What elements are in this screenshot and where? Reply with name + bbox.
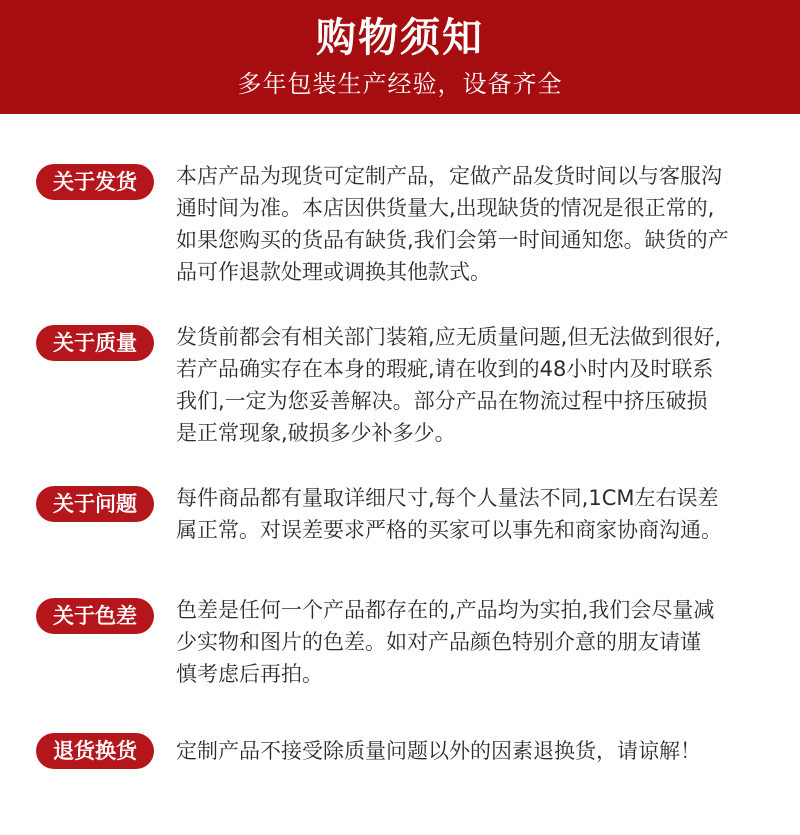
section-text-color-difference: [176, 594, 776, 690]
section-badge-shipping: 关于发货: [36, 164, 154, 200]
section-text-line: 通时间为准。本店因供货量大,出现缺货的情况是很正常的,: [176, 196, 715, 220]
section-text-line: 品可作退款处理或调换其他款式。: [176, 260, 491, 284]
section-text-line: 我们,一定为您妥善解决。部分产品在物流过程中挤压破损: [176, 389, 708, 413]
section-badge-color-difference: 关于色差: [36, 598, 154, 634]
section-text-line: 色差是任何一个产品都存在的,产品均为实拍,我们会尽量减: [176, 598, 715, 622]
section-text-line: 若产品确实存在本身的瑕疵,请在收到的48小时内及时联系: [176, 357, 714, 381]
section-text-quality: [176, 321, 776, 449]
section-badge-returns: 退货换货: [36, 733, 154, 769]
section-text-line: 属正常。对误差要求严格的买家可以事先和商家协商沟通。: [176, 518, 722, 542]
page-header: [0, 0, 800, 114]
section-text-line: 少实物和图片的色差。如对产品颜色特别介意的朋友请谨: [176, 630, 701, 654]
section-text-line: 如果您购买的货品有缺货,我们会第一时间通知您。缺货的产: [176, 228, 729, 252]
section-badge-issues: 关于问题: [36, 486, 154, 522]
section-text-returns: [176, 735, 776, 767]
section-text-line: 定制产品不接受除质量问题以外的因素退换货，请谅解！: [176, 739, 701, 763]
page-title: 购物须知: [316, 15, 484, 61]
page-subtitle: 多年包装生产经验，设备齐全: [237, 70, 563, 98]
section-text-line: 本店产品为现货可定制产品，定做产品发货时间以与客服沟: [176, 164, 722, 188]
section-text-line: 慎考虑后再拍。: [176, 662, 323, 686]
section-text-issues: [176, 482, 776, 546]
section-badge-quality: 关于质量: [36, 325, 154, 361]
section-text-line: 是正常现象,破损多少补多少。: [176, 421, 456, 445]
section-text-line: 发货前都会有相关部门装箱,应无质量问题,但无法做到很好,: [176, 325, 722, 349]
section-text-shipping: [176, 160, 776, 288]
section-text-line: 每件商品都有量取详细尺寸,每个人量法不同,1CM左右误差: [176, 486, 719, 510]
